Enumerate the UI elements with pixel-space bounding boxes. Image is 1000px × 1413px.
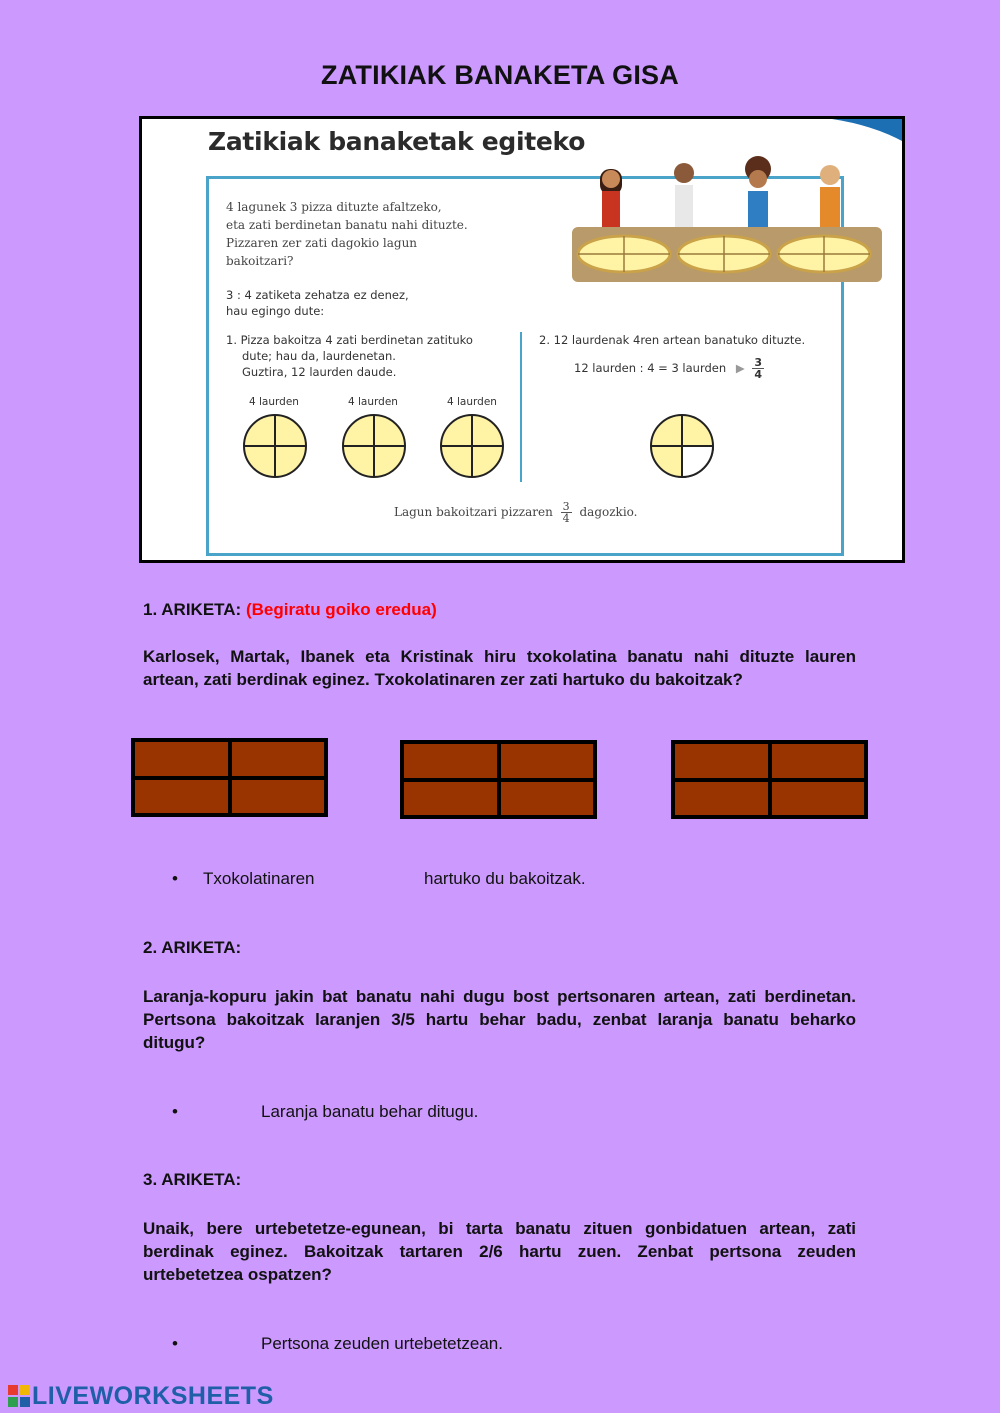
- exercise-2-text: Laranja-kopuru jakin bat banatu nahi dugu bost pertsonaren artean, zati berdinetan. Pertsona bakoitzak laranjen 3/5 hartu behar badu, zenbat laranja banatu beharko ditugu?: [143, 987, 856, 1052]
- exercise-3-answer-input[interactable]: [190, 1331, 260, 1357]
- bullet: •: [172, 1334, 178, 1353]
- note-text: 3 : 4 zatiketa zehatza ez denez, hau egingo dute:: [226, 288, 409, 318]
- chocolate-bar: [131, 738, 328, 817]
- pizza-label: 4 laurden: [348, 396, 398, 408]
- chocolate-bar: [400, 740, 597, 819]
- corner-swoosh: [832, 119, 902, 145]
- page-title: ZATIKIAK BANAKETA GISA: [321, 60, 679, 90]
- equation-line: 12 laurden : 4 = 3 laurden ▶ $\frac{3}{4}$: [574, 356, 762, 381]
- intro-text: 4 lagunek 3 pizza dituzte afaltzeko, eta zati berdinetan banatu nahi dituzte. Pizzaren zer zati dagokio lagun bakoitzari?: [226, 200, 468, 268]
- exercise-3-heading: 3. ARIKETA:: [143, 1170, 242, 1189]
- exercise-1-heading: 1. ARIKETA: (Begiratu goiko eredua): [143, 600, 437, 619]
- pizza-circle: [441, 415, 503, 477]
- textbook-image: [139, 116, 905, 563]
- column-divider: [520, 332, 522, 482]
- liveworksheets-logo[interactable]: LIVEWORKSHEETS: [32, 1382, 274, 1410]
- exercise-1-answer-suffix: hartuko du bakoitzak.: [424, 869, 586, 888]
- pizza-label: 4 laurden: [249, 396, 299, 408]
- exercise-1-answer-prefix: Txokolatinaren: [203, 869, 315, 888]
- chocolate-bar: [671, 740, 868, 819]
- exercise-1-hint: (Begiratu goiko eredua): [245, 600, 437, 619]
- exercise-1-text: Karlosek, Martak, Ibanek eta Kristinak hiru txokolatina banatu nahi dituzte lauren artean, zati berdinak eginez. Txokolatinaren zer zati hartuko du bakoitzak?: [143, 647, 856, 689]
- quartered-pizzas: [240, 413, 510, 483]
- exercise-2-answer-input[interactable]: [190, 1099, 260, 1125]
- pizza-circle: [343, 415, 405, 477]
- step2-text: 2. 12 laurdenak 4ren artean banatuko dituzte.: [539, 333, 806, 347]
- bullet: •: [172, 1102, 178, 1121]
- exercise-3-answer-suffix: Pertsona zeuden urtebetetzean.: [261, 1334, 503, 1353]
- fraction: $\frac{3}{4}$: [754, 356, 762, 381]
- three-quarters-pizza: [647, 413, 717, 483]
- textbook-heading: Zatikiak banaketak egiteko: [208, 127, 586, 156]
- pizza-label: 4 laurden: [447, 396, 497, 408]
- bullet: •: [172, 869, 178, 888]
- exercise-2-heading: 2. ARIKETA:: [143, 938, 242, 957]
- step1-text: 1. Pizza bakoitza 4 zati berdinetan zatituko dute; hau da, laurdenetan. Guztira, 12 laurden daude.: [226, 333, 473, 379]
- fraction: $\frac{3}{4}$: [562, 500, 570, 525]
- people-illustration: [572, 149, 882, 284]
- exercise-2-answer-suffix: Laranja banatu behar ditugu.: [261, 1102, 479, 1121]
- exercise-1-answer-input[interactable]: [340, 866, 422, 892]
- conclusion-text: Lagun bakoitzari pizzaren $\frac{3}{4}$ dagozkio.: [394, 500, 638, 525]
- pizza-circle: [244, 415, 306, 477]
- arrow-icon: ▶: [735, 361, 745, 375]
- exercise-3-text: Unaik, bere urtebetetze-egunean, bi tarta banatu zituen gonbidatuen artean, zati berdinak eginez. Bakoitzak tartaren 2/6 hartu zuen. Zenbat pertsona zeuden urtebetetzea ospatzen?: [143, 1219, 856, 1284]
- liveworksheets-logo-icon: [8, 1385, 30, 1407]
